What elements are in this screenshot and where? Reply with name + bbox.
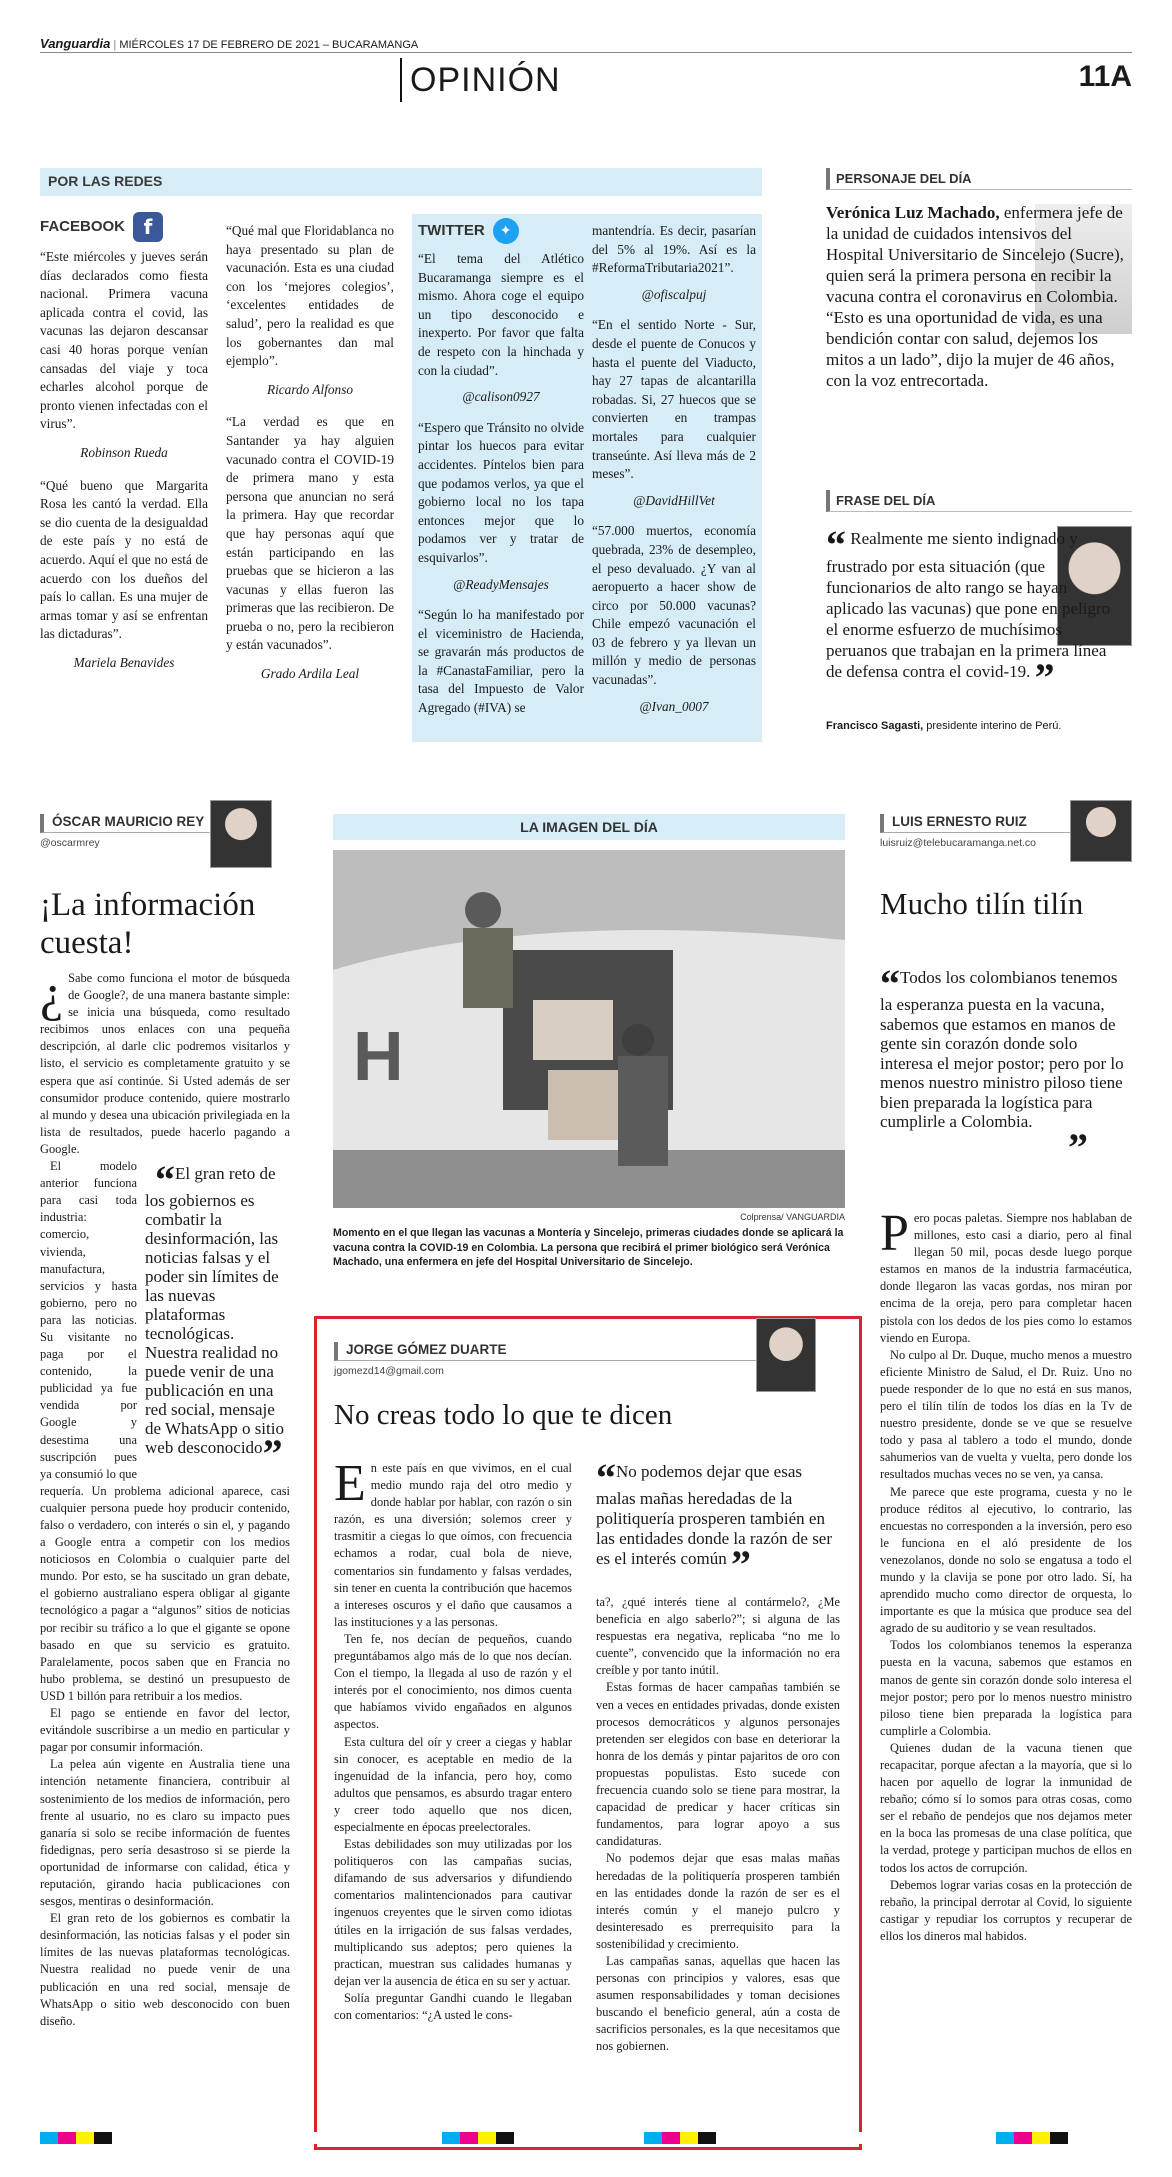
gomez-dropcap: E bbox=[334, 1460, 366, 1512]
redes-header: POR LAS REDES bbox=[40, 168, 762, 196]
gomez-paragraph: Esta cultura del oír y creer a ciegas y hablar sin conocer, es aceptable en medio de la ingenuidad de la infancia, pero hoy, como adultos que pensamos, es absurdo tragar entero y creer todo aquello que nos dicen, especialmente en épocas preelectorales. bbox=[334, 1734, 572, 1834]
frase-author: Francisco Sagasti, bbox=[826, 720, 924, 732]
gomez-paragraph: Ten fe, nos decían de pequeños, cuando preguntábamos algo más de lo que nos decían. Con el tiempo, la llegada al uso de razón y el interés por el conocimiento, nos dimos cuenta que habíamos vivido engañados en algunos aspectos. bbox=[334, 1631, 572, 1732]
imagen-tag: LA IMAGEN DEL DÍA bbox=[333, 814, 845, 840]
frase-tag: FRASE DEL DÍA bbox=[826, 490, 1132, 512]
tweet-handle: @DavidHillVet bbox=[633, 492, 715, 508]
imagen-photo bbox=[333, 850, 845, 1208]
masthead-rule bbox=[40, 52, 1132, 53]
rey-paragraph-2 bbox=[40, 1158, 290, 1705]
twitter-column-2 bbox=[592, 222, 756, 728]
imagen-credit: Colprensa/ VANGUARDIA bbox=[740, 1212, 845, 1222]
ruiz-pullquote bbox=[880, 961, 1128, 1170]
gomez-paragraph: No podemos dejar que esas malas mañas heredadas de la politiquería prosperen también en las entidades donde la razón de ser es el interés común y el manejo pulcro y desinteresado es prerrequisito para la sostenibilidad y crecimiento. bbox=[596, 1851, 840, 1951]
facebook-column-2 bbox=[226, 222, 394, 698]
imagen-caption: Momento en el que llegan las vacunas a Montería y Sincelejo, primeras ciudades donde se aplicará la vacuna contra la COVID-19 en Colombia. La persona que recibirá el primer biológico será Verónica Machado, una enfermera en jefe del Hospital Universitario de Sincelejo. bbox=[333, 1227, 844, 1268]
tweet: “57.000 muertos, economía quebrada, 23% de desempleo, el peso devaluado. ¿Y van al aeropuerto a hacer show de circo por 50.000 vacunas? Chile empezó vacunación el 03 de febrero y ya llevan un millón y medio de personas vacunadas”. bbox=[592, 523, 756, 688]
rey-paragraph: El gran reto de los gobiernos es combatir la desinformación, las noticias falsas y el poder sin límites de las nuevas plataformas tecnológicas. Nuestra realidad no puede venir de una publicación en una red social, mensaje de WhatsApp o sitio web desconocido con buen diseño. bbox=[40, 1911, 290, 2028]
ruiz-pullquote-text: Todos los colombianos tenemos la esperanza puesta en la vacuna, sabemos que estamos en manos de gente sin corazón donde solo interesa el mejor postor; pero por lo menos nuestro ministro piloso tiene bien preparada la logística para cumplirle a Colombia. bbox=[880, 968, 1124, 1131]
ruiz-avatar bbox=[1070, 800, 1132, 862]
ruiz-paragraph: No culpo al Dr. Duque, mucho menos a muestro eficiente Ministro de Salud, el Dr. Ruiz. Uno no puede responder de lo que no está en sus manos, pero el tilín tilín de todos los días en la Tv de nuestro presidente, donde se ve que se resuelve todo y pasa al tablero a todo el mundo, donde sahumerios van de vuelta y vuelta, pero donde los resultados muchas veces no se ven, ya cansa. bbox=[880, 1347, 1132, 1482]
twitter-column-1 bbox=[418, 218, 584, 724]
facebook-comment: “Qué bueno que Margarita Rosa les cantó la verdad. Ella se dio cuenta de la desigualdad de este país y no está de acuerdo. Aquí el que no está de acuerdo con los dueños del país lo callan. Es una mujer de armas tomar y así se enfrentan las dictaduras”. bbox=[40, 477, 208, 642]
page-number: 11A bbox=[1078, 60, 1132, 93]
print-registration-bar bbox=[40, 2132, 1132, 2144]
personaje-description: enfermera jefe de la unidad de cuidados intensivos del Hospital Universitario de Sincelejo (Sucre), quien será la primera persona en recibir la vacuna contra el coronavirus en Colombia. “Esto es una oportunidad de vida, es una bendición contar con salud, dejemos los mitos a un lado”, dijo la mujer de 46 años, con la voz entrecortada. bbox=[826, 203, 1124, 390]
masthead: Vanguardia | MIÉRCOLES 17 DE FEBRERO DE 2021 – BUCARAMANGA bbox=[40, 36, 419, 51]
facebook-column-1 bbox=[40, 212, 208, 686]
tweet: “Según lo ha manifestado por el viceministro de Hacienda, se gravarán más productos de la #CanastaFamiliar, pero la tasa del Impuesto de Valor Agregado (#IVA) se bbox=[418, 607, 584, 716]
twitter-bird-icon: ✦ bbox=[493, 218, 519, 244]
section-title: OPINIÓN bbox=[400, 58, 561, 102]
twitter-label bbox=[418, 218, 584, 244]
ruiz-paragraph: Debemos lograr varias cosas en la protección de rebaño, la principal derrotar al Covid, lo siguiente castigar y repudiar los corruptos y recuperar de ellos los dineros mal habidos. bbox=[880, 1877, 1132, 1943]
close-quote-icon: ” bbox=[731, 1542, 752, 1587]
frase-attribution bbox=[826, 720, 1132, 732]
rey-paragraph: La pelea aún vigente en Australia tiene una intención netamente financiera, contribuir al sostenimiento de los medios de información, pero frente al usuario, no es claro su impacto pues ganaría si solo se recibe información de fuentes fidedignas, pero sería desastroso si se pierde la oportunidad de informarse con calidad, ética y reputación, girando hacia publicaciones con sesgos, mentiras o desinformación. bbox=[40, 1757, 290, 1909]
open-quote-icon: “ bbox=[596, 1455, 616, 1500]
personaje-name: Verónica Luz Machado, bbox=[826, 203, 1000, 222]
gomez-paragraph: Estas debilidades son muy utilizadas por los politiqueros con las campañas sucias, difamando de sus adversarios y difundiendo comentarios malintencionados para cautivar ingenuos creyentes que le sirven como idiotas útiles en la irrigación de sus falsas verdades, multiplicando sus adeptos; pero quienes la practican, muestran sus calidades humanas y dejan ver la ausencia de ética en su ser y actuar. bbox=[334, 1837, 572, 1988]
gomez-name: JORGE GÓMEZ DUARTE bbox=[334, 1342, 760, 1361]
gomez-column-1 bbox=[334, 1460, 572, 2096]
gomez-paragraph: Las campañas sanas, aquellas que hacen las personas con principios y valores, esas que asumen responsabilidades y toman decisiones buscando el beneficio general, aún a costa de sacrificios personales, es la que necesitamos que nos gobiernen. bbox=[596, 1953, 840, 2054]
ruiz-paragraph: Me parece que este programa, cuesta y no le produce réditos al ejecutivo, lo contrario, las encuestas no corresponden a la inversión, pero eso le funciona en el aló presidente de los venezolanos, donde no solo se engatusa a todo el mundo y la clavija se pone por otro lado. Sí, ha aprendido mucho como director de orquesta, lo importante es que la música que produce sea del agrado de su auditorio y se vean resultados. bbox=[880, 1484, 1132, 1636]
tweet: “En el sentido Norte - Sur, desde el puente de Conucos y hasta el puente del Viaducto, hay 27 tapas de alcantarilla robadas. Si, 27 huecos que se convierten en trampas mortales para cualquier transeúnte. Así lleva más de 2 meses”. bbox=[592, 317, 756, 482]
tweet-handle: @Ivan_0007 bbox=[639, 698, 709, 714]
tweet: “Espero que Tránsito no olvide pintar los huecos para evitar accidentes. Píntelos bien para que podamos verlos, ya que el gobierno local no los tapa entonces mejor que lo podamos ver y tratar de esquivarlos”. bbox=[418, 419, 584, 565]
rey-paragraph-text: El modelo anterior funciona para casi toda industria: comercio, vivienda, manufactura, servicios y hasta gobierno, pero no para las noticias. Su visitante no paga por el contenido, la publicidad ya fue vendida por Google y desestima una suscripción pues ya consumió lo que requería. Un problema adicional aparece, casi cualquier persona puede hoy producir contenido, falso o verdadero, con interés o sin el, y pagando a Google entra a competir con los medios noticiosos en Colombia o cualquier parte del mundo. Por esto, se ha suscitado un gran debate, el gobierno australiano espera obligar al gigante tecnológico a pagar a “algunos” sitios de noticias por recibir su tráfico a lo que el gigante se opone basado en que su servicio es gratuito. Paralelamente, pocos saben que en Francia no hubo problema, se destinó un presupuesto de USD 1 billón para retribuir a los medios. bbox=[40, 1159, 290, 1703]
frase-section bbox=[826, 490, 1132, 512]
ruiz-paragraph: Todos los colombianos tenemos la esperanza puesta en la vacuna, sabemos que estamos en manos de gente sin corazón donde solo interesa el mejor postor; pero por lo menos nuestro ministro piloso tiene bien preparada la logística para cumplirle a Colombia. bbox=[880, 1638, 1132, 1738]
gomez-pullquote bbox=[596, 1455, 840, 1587]
close-quote-icon: ” bbox=[262, 1431, 283, 1477]
close-quote-icon: ” bbox=[1034, 655, 1055, 700]
facebook-label-text: FACEBOOK bbox=[40, 217, 126, 235]
personaje-text bbox=[826, 202, 1132, 391]
svg-text:H: H bbox=[353, 1017, 404, 1095]
facebook-icon: f bbox=[133, 212, 163, 242]
ruiz-paragraph: Quienes dudan de la vacuna tienen que recapacitar, porque afectan a la mayoría, que si lo hacen por aquello de lograr la inmunidad de rebaño; cómo sí lo somos para otras cosas, como ser el rebaño de pendejos que nos dejamos meter en la boca las promesas de una clase política, que la verdad, protege y participan muchos de ellos en todos los actos de corrupción. bbox=[880, 1740, 1132, 1875]
rey-paragraph: Sabe como funciona el motor de búsqueda de Google?, de una manera bastante simple: se inicia una búsqueda, como resultado recibimos unos enlaces con una pequeña descripción, al darle clic podremos visitarlos y listo, el servicio es completamente gratuito y se espera que así continúe. Si Usted además de ser consumidor produce contenido, quiere mostrarlo al mundo y desea una ubicación privilegiada en la lista de resultados, puede hacerlo pagando a Google. bbox=[40, 971, 290, 1156]
gomez-header bbox=[334, 1342, 760, 1377]
rey-handle: @oscarmrey bbox=[40, 837, 100, 849]
tweet-handle: @ofiscalpuj bbox=[641, 286, 707, 302]
facebook-comment: “Este miércoles y jueves serán días declarados como fiesta nacional. Primera vacuna aplicada contra el covid, las vacunas las dejaron descansar casi 40 horas porque venían cansadas del viaje y toca echarles alcohol porque de pronto vienen infectadas con el virus”. bbox=[40, 249, 208, 432]
gomez-paragraph: n este país en que vivimos, en el cual medio mundo raja del otro medio y donde hablar por hablar, con razón o sin razón, es una diversión; solemos creer y trasmitir a ciegas lo que oímos, con frecuencia echamos a rodar, cual bola de nieve, comentarios sin fundamento y falsas verdades, sin tener en cuenta la contribución que hacemos a intereses oscuros y el daño que causamos a las instituciones y a las personas. bbox=[334, 1461, 572, 1629]
frase-text: Realmente me siento indignado y frustrado por esta situación (que funcionarios de alto rango se hayan aplicado las vacunas) que pone en peligro el enorme esfuerzo de muchísimos peruanos que trabajan en la primera línea de defensa contra el covid-19. bbox=[826, 529, 1111, 681]
rey-pullquote bbox=[145, 1157, 290, 1477]
open-quote-icon: “ bbox=[826, 522, 846, 567]
close-quote-icon: ” bbox=[1068, 1124, 1088, 1170]
ruiz-body bbox=[880, 1210, 1132, 2080]
ruiz-paragraph: ero pocas paletas. Siempre nos hablaban de millones, esto casi a diario, pero al final llegan 50 mil, pocas desde luego porque estamos en manos de la industria farmacéutica, donde llegaron las vacas gordas, nos miran por encima de la oreja, pero para completar hacen pistola con los dedos de los pies como lo estamos viendo en Europa. bbox=[880, 1211, 1132, 1345]
gomez-paragraph: Solía preguntar Gandhi cuando le llegaban con comentarios: “¿A usted le cons- bbox=[334, 1990, 572, 2022]
rey-paragraph: El pago se entiende en favor del lector, evitándole suscribirse a un medio en particular y pagar por consumir información. bbox=[40, 1706, 290, 1755]
ruiz-title: Mucho tilín tilín bbox=[880, 886, 1084, 921]
gomez-pullquote-text: No podemos dejar que esas malas mañas heredadas de la politiquería prosperen también en las entidades donde la razón de ser es el interés común bbox=[596, 1462, 833, 1568]
brand-logo: Vanguardia bbox=[40, 36, 111, 51]
rey-body bbox=[40, 970, 290, 2080]
ruiz-email: luisruiz@telebucaramanga.net.co bbox=[880, 837, 1036, 849]
rey-dropcap: ¿ bbox=[40, 970, 64, 1022]
comment-author: Ricardo Alfonso bbox=[266, 381, 354, 397]
vaccine-plane-illustration bbox=[333, 850, 845, 1208]
facebook-label bbox=[40, 212, 208, 242]
open-quote-icon: “ bbox=[155, 1157, 175, 1203]
rey-name: ÓSCAR MAURICIO REY bbox=[40, 814, 272, 833]
ruiz-name: LUIS ERNESTO RUIZ bbox=[880, 814, 1132, 833]
ruiz-dropcap: P bbox=[880, 1210, 909, 1262]
tweet-handle: @ReadyMensajes bbox=[453, 576, 549, 592]
facebook-comment: “Qué mal que Floridablanca no haya presentado su plan de vacunación. Esta es una ciudad con los ‘mejores colegios’, ‘excelentes entidades de salud’, pero la realidad es que los gobernantes dan mal ejemplo”. bbox=[226, 223, 394, 369]
facebook-comment: “La verdad es que en Santander ya hay alguien vacunado contra el COVID-19 de primera mano y esta persona que anuncian no será la primera. Hay que recordar que hay personas aquí que están participando en las pruebas que se hicieron a las vacunas y ellas fueron las primeras que las recibieron. De prueba o no, pero la recibieron y están vacunados”. bbox=[226, 414, 394, 653]
masthead-date: MIÉRCOLES 17 DE FEBRERO DE 2021 – BUCARAMANGA bbox=[119, 39, 419, 51]
gomez-paragraph: Estas formas de hacer campañas también se ven a veces en entidades privadas, donde existen procesos democráticos y algunos personajes pretenden ser elegidos con base en deteriorar la honra de los demás y pintar pajaritos de oro con propuestas populistas. Esto sucede con frecuencia cuando solo se tiene para mostrar, la capacidad de predicar y hacer críticas sin fundamentos, para lograr apoyo a sus candidaturas. bbox=[596, 1680, 840, 1849]
gomez-email: jgomezd14@gmail.com bbox=[334, 1365, 444, 1377]
tweet-handle: @calison0927 bbox=[462, 389, 540, 405]
comment-author: Mariela Benavides bbox=[73, 654, 175, 670]
personaje-section bbox=[826, 168, 1132, 190]
rey-pullquote-text: El gran reto de los gobiernos es combatir la desinformación, las noticias falsas y el poder sin límites de las nuevas plataformas tecnológicas. Nuestra realidad no puede venir de una publicación en una red social, mensaje de WhatsApp o sitio web desconocido bbox=[145, 1164, 284, 1458]
rey-avatar bbox=[210, 800, 272, 868]
frase-author-role: presidente interino de Perú. bbox=[923, 720, 1062, 732]
gomez-avatar bbox=[756, 1318, 816, 1392]
gomez-title: No creas todo lo que te dicen bbox=[334, 1399, 673, 1431]
frase-quote bbox=[826, 522, 1126, 700]
tweet: mantendría. Es decir, pasarían del 5% al 19%. Así es la #ReformaTributaria2021”. bbox=[592, 223, 756, 276]
comment-author: Grado Ardila Leal bbox=[260, 666, 360, 682]
comment-author: Robinson Rueda bbox=[80, 444, 168, 460]
personaje-tag: PERSONAJE DEL DÍA bbox=[826, 168, 1132, 190]
open-quote-icon: “ bbox=[880, 961, 900, 1006]
twitter-label-text: TWITTER bbox=[418, 221, 485, 239]
gomez-column-2 bbox=[596, 1594, 840, 2104]
tweet: “El tema del Atlético Bucaramanga siempre es el mismo. Ahora coge el equipo un tipo desconocido e inexperto. Por favor que falta de respeto con la hinchada y con la ciudad”. bbox=[418, 251, 584, 378]
gomez-paragraph: ta?, ¿qué interés tiene al contármelo?, ¿Me beneficia en algo saberlo?”; si alguna de las respuestas era negativa, replicaba “no me lo cuente”, convencido que la información no era creíble y por tanto inútil. bbox=[596, 1595, 840, 1678]
rey-title: ¡La información cuesta! bbox=[40, 887, 256, 961]
